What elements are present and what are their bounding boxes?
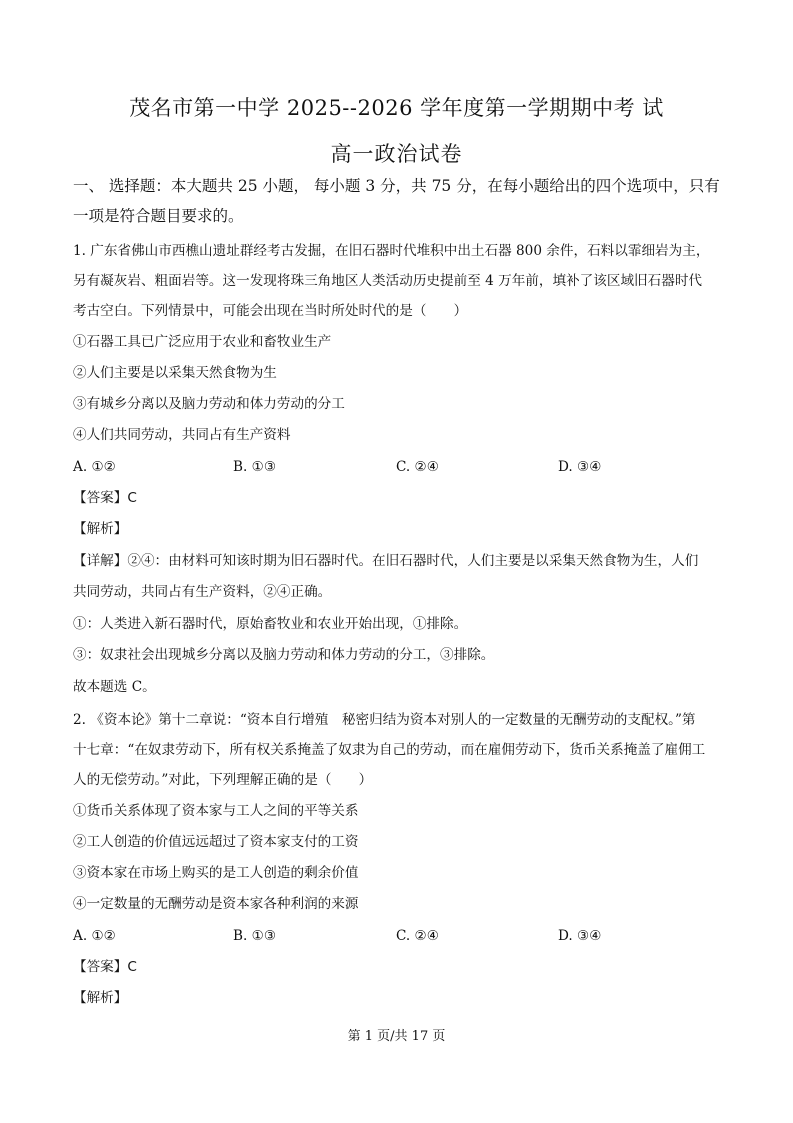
q2-answer: 【答案】C bbox=[73, 959, 137, 975]
exam-subtitle: 高一政治试卷 bbox=[330, 142, 463, 166]
q1-option-a: A. ①② bbox=[73, 459, 116, 475]
q1-detail-line-1: 【详解】②④：由材料可知该时期为旧石器时代。在旧石器时代，人们主要是以采集天然食物为生，人们 bbox=[73, 553, 699, 569]
q2-statement-1: ①货币关系体现了资本家与工人之间的平等关系 bbox=[73, 803, 359, 819]
q2-stem-line-2: 十七章：“在奴隶劳动下，所有权关系掩盖了奴隶为自己的劳动，而在雇佣劳动下，货币关系掩盖了雇佣工 bbox=[73, 742, 706, 758]
q1-options bbox=[73, 459, 733, 479]
q1-detail-line-4: ③：奴隶社会出现城乡分离以及脑力劳动和体力劳动的分工，③排除。 bbox=[73, 647, 495, 663]
q2-statement-4: ④一定数量的无酬劳动是资本家各种利润的来源 bbox=[73, 896, 359, 912]
q1-statement-1: ①石器工具已广泛应用于农业和畜牧业生产 bbox=[73, 334, 332, 350]
q1-stem-line-1: 1. 广东省佛山市西樵山遗址群经考古发掘，在旧石器时代堆积中出土石器 800 余件，石料以霏细岩为主， bbox=[73, 243, 710, 259]
q1-statement-2: ②人们主要是以采集天然食物为生 bbox=[73, 365, 277, 381]
q1-detail-line-3: ①：人类进入新石器时代，原始畜牧业和农业开始出现，①排除。 bbox=[73, 616, 468, 632]
q1-option-b: B. ①③ bbox=[233, 459, 277, 475]
q1-option-d: D. ③④ bbox=[558, 459, 602, 475]
q1-answer: 【答案】C bbox=[73, 490, 137, 506]
q2-option-a: A. ①② bbox=[73, 928, 116, 944]
q2-stem-line-1: 2. 《资本论》第十二章说：“资本自行增殖 秘密归结为资本对别人的一定数量的无酬劳动的支配权。”第 bbox=[73, 712, 696, 728]
q1-statement-4: ④人们共同劳动，共同占有生产资料 bbox=[73, 427, 291, 443]
exam-title: 茂名市第一中学 2025--2026 学年度第一学期期中考 试 bbox=[129, 96, 664, 120]
q1-stem-line-3: 考古空白。下列情景中，可能会出现在当时所处时代的是（ ） bbox=[73, 303, 468, 319]
q2-option-c: C. ②④ bbox=[396, 928, 439, 944]
q2-options bbox=[73, 928, 733, 948]
q1-stem-line-2: 另有凝灰岩、粗面岩等。这一发现将珠三角地区人类活动历史提前至 4 万年前，填补了该区域旧石器时代 bbox=[73, 273, 703, 289]
q2-stem-line-3: 人的无偿劳动。”对此，下列理解正确的是（ ） bbox=[73, 772, 373, 788]
q1-statement-3: ③有城乡分离以及脑力劳动和体力劳动的分工 bbox=[73, 396, 345, 412]
q2-statement-3: ③资本家在市场上购买的是工人创造的剩余价值 bbox=[73, 865, 359, 881]
q2-option-d: D. ③④ bbox=[558, 928, 602, 944]
q1-conclusion: 故本题选 C。 bbox=[73, 679, 156, 695]
q2-analysis-label: 【解析】 bbox=[73, 990, 128, 1006]
q2-option-b: B. ①③ bbox=[233, 928, 277, 944]
section-heading-line-1: 一、 选择题：本大题共 25 小题， 每小题 3 分，共 75 分，在每小题给出的四个选项中，只有 bbox=[73, 177, 720, 195]
page-footer: 第 1 页/共 17 页 bbox=[347, 1029, 446, 1044]
q1-detail-line-2: 共同劳动，共同占有生产资料，②④正确。 bbox=[73, 584, 332, 600]
q2-statement-2: ②工人创造的价值远远超过了资本家支付的工资 bbox=[73, 834, 359, 850]
section-heading-line-2: 一项是符合题目要求的。 bbox=[73, 207, 244, 225]
q1-option-c: C. ②④ bbox=[396, 459, 439, 475]
q1-analysis-label: 【解析】 bbox=[73, 521, 128, 537]
